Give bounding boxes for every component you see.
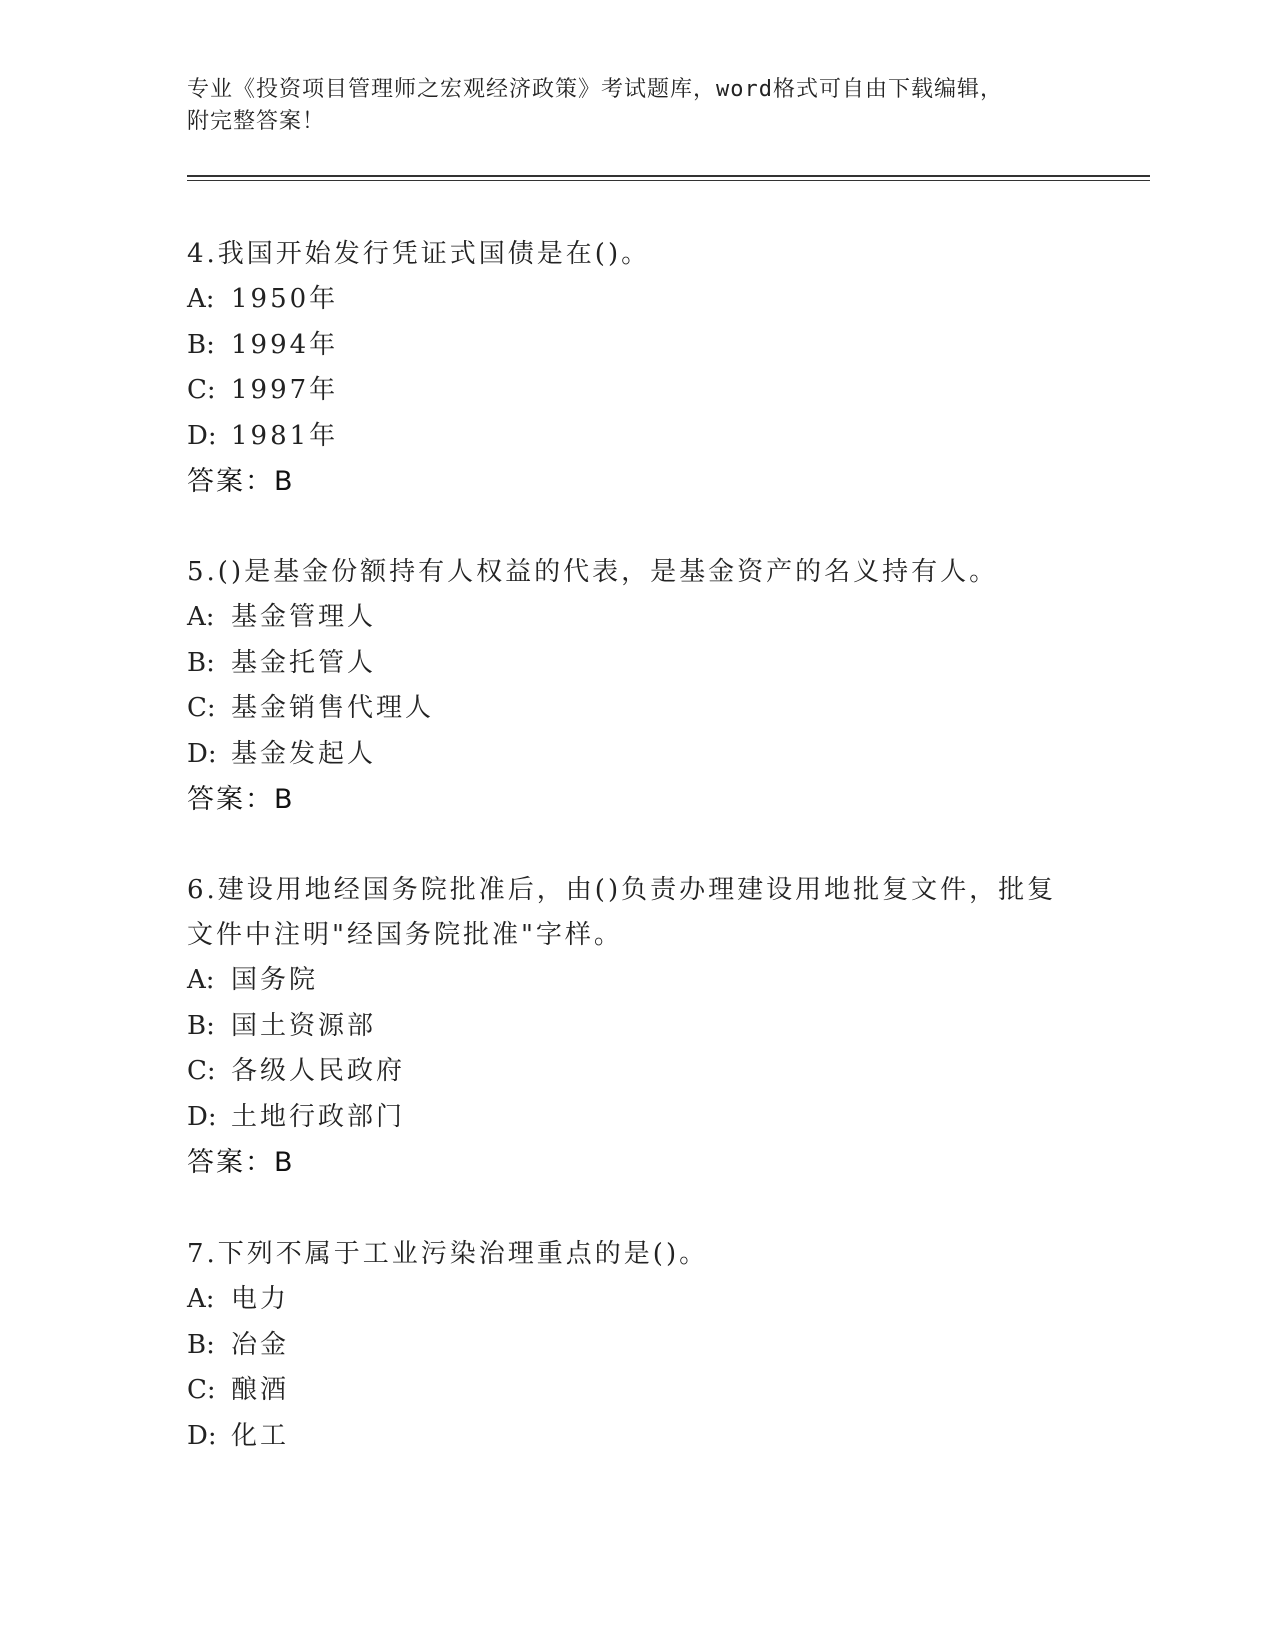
question-stem: 5.()是基金份额持有人权益的代表，是基金资产的名义持有人。	[187, 557, 999, 587]
option-key: C:	[187, 693, 216, 723]
option-key: B:	[187, 329, 215, 360]
option-text: 各级人民政府	[231, 1056, 406, 1086]
option-key: C:	[187, 1056, 216, 1086]
option-a	[187, 958, 1087, 1004]
option-a	[187, 277, 1087, 323]
option-text: 国务院	[231, 965, 319, 995]
option-d	[187, 1095, 1087, 1141]
option-key: B:	[187, 1329, 215, 1360]
option-text: 电力	[231, 1284, 290, 1314]
option-key: A:	[187, 602, 215, 632]
option-b	[187, 1323, 1087, 1369]
option-text: 基金发起人	[231, 738, 377, 769]
option-c	[187, 1368, 1087, 1414]
option-text: 1981年	[231, 420, 339, 451]
question-block	[187, 550, 1087, 822]
option-key: A:	[187, 284, 215, 314]
question-block	[187, 1232, 1087, 1459]
option-d	[187, 1414, 1087, 1460]
option-text: 1950年	[231, 284, 339, 314]
option-text: 化工	[231, 1420, 290, 1451]
option-d	[187, 732, 1087, 778]
option-b	[187, 1004, 1087, 1050]
question-stem: 7.下列不属于工业污染治理重点的是()。	[187, 1239, 709, 1269]
question-stem: 4.我国开始发行凭证式国债是在()。	[187, 239, 651, 269]
option-text: 酿酒	[231, 1375, 290, 1405]
option-text: 基金销售代理人	[231, 693, 435, 723]
option-key: D:	[187, 1420, 217, 1451]
option-c	[187, 1049, 1087, 1095]
option-text: 1994年	[231, 329, 339, 360]
option-text: 基金托管人	[231, 647, 377, 678]
option-key: A:	[187, 965, 215, 995]
option-key: B:	[187, 1010, 215, 1041]
option-key: C:	[187, 1375, 216, 1405]
option-text: 国土资源部	[231, 1010, 377, 1041]
option-c	[187, 368, 1087, 414]
option-key: D:	[187, 1101, 217, 1132]
option-d	[187, 414, 1087, 460]
option-key: A:	[187, 1284, 215, 1314]
header-divider-thick	[187, 175, 1150, 177]
answer-line: 答案：B	[187, 1147, 295, 1178]
option-c	[187, 686, 1087, 732]
question-block	[187, 868, 1087, 1185]
option-b	[187, 641, 1087, 687]
header-line-1: 专业《投资项目管理师之宏观经济政策》考试题库，word格式可自由下载编辑，	[187, 77, 1003, 102]
option-a	[187, 1277, 1087, 1323]
document-header	[187, 74, 1067, 138]
question-block	[187, 232, 1087, 504]
option-text: 基金管理人	[231, 602, 377, 632]
option-a	[187, 595, 1087, 641]
answer-line: 答案：B	[187, 784, 295, 815]
option-text: 冶金	[231, 1329, 290, 1360]
option-key: D:	[187, 420, 217, 451]
option-b	[187, 323, 1087, 369]
option-key: D:	[187, 738, 217, 769]
header-line-2: 附完整答案！	[187, 109, 326, 134]
question-stem-line-2: 文件中注明"经国务院批准"字样。	[187, 920, 623, 950]
option-key: B:	[187, 647, 215, 678]
answer-line: 答案：B	[187, 466, 295, 497]
option-key: C:	[187, 375, 216, 405]
option-text: 土地行政部门	[231, 1101, 406, 1132]
question-stem-line-1: 6.建设用地经国务院批准后，由()负责办理建设用地批复文件，批复	[187, 875, 1057, 905]
header-divider-thin	[187, 180, 1150, 181]
option-text: 1997年	[231, 375, 339, 405]
